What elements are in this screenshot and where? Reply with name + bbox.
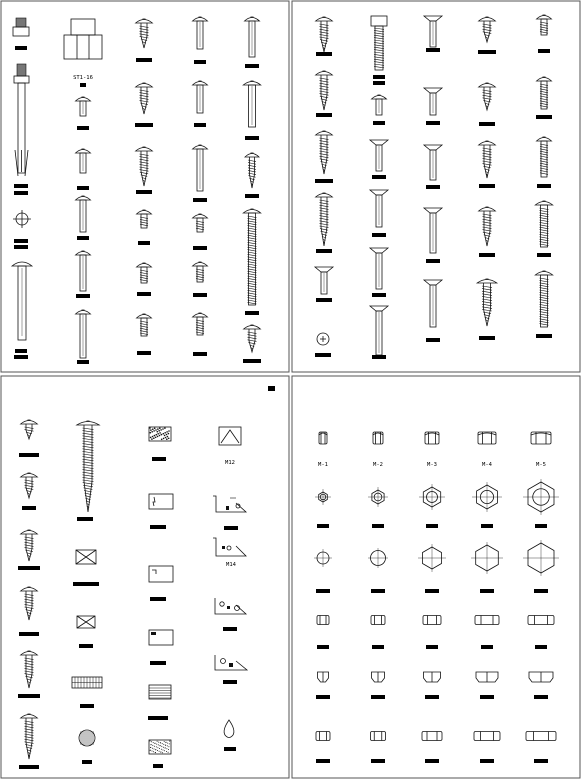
washer-icon	[368, 548, 388, 568]
part-label	[371, 759, 385, 763]
hex-nut-icon	[316, 732, 330, 741]
part-label	[245, 194, 259, 198]
part-label	[479, 184, 495, 188]
part-label	[14, 245, 28, 249]
part-label	[193, 352, 207, 356]
part-label-text: M-1	[318, 462, 328, 468]
part-label	[18, 694, 40, 698]
panel-nuts-and-bolt-heads	[292, 376, 580, 778]
countersunk-screw-icon	[424, 208, 442, 253]
part-label	[153, 764, 163, 768]
hex-bolt-icon	[371, 16, 387, 70]
pan-head-screw-icon	[193, 262, 208, 282]
self-tapping-screw-icon	[316, 17, 333, 52]
pan-head-screw-icon	[76, 97, 91, 116]
part-label	[14, 191, 28, 195]
part-label	[137, 292, 151, 296]
section-symbol-icon	[213, 496, 246, 512]
pan-head-screw-icon	[372, 95, 387, 115]
part-label	[372, 524, 384, 528]
part-label	[245, 311, 259, 315]
pan-head-screw-icon	[537, 137, 552, 177]
part-label-text: ST1-16	[73, 75, 93, 81]
part-label	[481, 524, 493, 528]
part-label	[481, 645, 493, 649]
part-label-text: M12	[225, 460, 235, 466]
self-tapping-screw-icon	[136, 147, 153, 186]
part-label	[77, 126, 89, 130]
pan-head-screw-icon	[137, 263, 152, 283]
part-label	[534, 759, 548, 763]
pan-head-screw-icon	[193, 214, 208, 232]
part-label	[82, 760, 92, 764]
section-symbol-icon	[149, 630, 173, 645]
phillips-head-icon	[317, 333, 329, 345]
part-label	[373, 75, 385, 79]
part-label	[426, 48, 440, 52]
section-symbol-icon	[149, 566, 173, 582]
hex-bolt-icon	[64, 19, 102, 59]
part-label	[536, 115, 552, 119]
part-label	[77, 236, 89, 240]
part-label	[223, 680, 237, 684]
part-label	[373, 121, 385, 125]
part-label	[534, 695, 548, 699]
part-label	[150, 597, 166, 601]
part-label-text: M-3	[427, 462, 437, 468]
part-label	[371, 589, 385, 593]
part-label	[193, 198, 207, 202]
part-label	[316, 695, 330, 699]
self-tapping-screw-icon	[136, 19, 153, 48]
part-label	[73, 582, 99, 586]
hex-nut-icon	[531, 432, 551, 444]
part-label	[14, 355, 28, 359]
part-label	[18, 566, 40, 570]
part-label	[22, 506, 36, 510]
part-label	[15, 46, 27, 50]
part-label	[136, 190, 152, 194]
part-label	[538, 49, 550, 53]
pan-head-screw-icon	[537, 15, 552, 35]
part-label	[537, 253, 551, 257]
part-label	[317, 524, 329, 528]
self-tapping-screw-icon	[21, 714, 38, 759]
hex-nut-icon	[529, 672, 553, 682]
part-label	[373, 81, 385, 85]
hex-nut-icon	[419, 484, 445, 510]
hex-nut-icon	[523, 479, 559, 515]
part-label	[19, 765, 39, 769]
self-tapping-screw-icon	[479, 141, 496, 178]
hex-nut-icon	[371, 732, 386, 741]
part-label	[315, 179, 333, 183]
part-label	[480, 695, 494, 699]
part-label	[150, 661, 166, 665]
countersunk-screw-icon	[370, 190, 388, 227]
self-tapping-screw-icon	[21, 473, 38, 498]
part-label	[245, 64, 259, 68]
section-symbol-icon	[13, 210, 31, 228]
hex-nut-icon	[474, 732, 500, 741]
part-label	[79, 644, 93, 648]
part-label	[479, 336, 495, 340]
hex-nut-icon	[476, 672, 498, 682]
part-label	[426, 645, 438, 649]
pan-head-screw-icon	[535, 201, 553, 247]
pan-head-screw-icon	[137, 210, 152, 228]
pan-head-screw-icon	[193, 313, 208, 335]
part-label	[80, 83, 86, 87]
hex-nut-icon	[478, 432, 496, 444]
hex-nut-icon	[373, 432, 383, 444]
countersunk-screw-icon	[370, 306, 388, 355]
part-label	[138, 241, 150, 245]
pan-head-screw-icon	[76, 310, 91, 358]
part-label	[425, 759, 439, 763]
part-label	[194, 60, 206, 64]
part-label	[224, 747, 236, 751]
part-label	[372, 293, 386, 297]
part-label	[535, 524, 547, 528]
expansion-anchor-icon	[14, 64, 29, 176]
part-label	[137, 351, 151, 355]
hex-nut-icon	[371, 616, 385, 625]
part-label	[372, 175, 386, 179]
wood-block-section-icon	[76, 550, 96, 564]
part-label	[316, 52, 332, 56]
part-label	[194, 123, 206, 127]
part-label	[316, 298, 332, 302]
self-tapping-screw-icon	[479, 83, 496, 110]
pan-head-screw-icon	[76, 196, 91, 232]
part-label	[316, 249, 332, 253]
hex-nut-icon	[418, 544, 446, 572]
section-symbol-icon	[213, 538, 246, 556]
part-label	[426, 524, 438, 528]
pan-head-screw-icon	[537, 77, 552, 109]
part-label	[426, 185, 440, 189]
part-label	[193, 293, 207, 297]
part-label	[77, 517, 93, 521]
pan-head-screw-icon	[193, 145, 208, 191]
hatch-pattern-icon	[72, 677, 102, 688]
hex-nut-icon	[471, 542, 503, 574]
section-symbol-icon	[219, 427, 241, 445]
part-label	[223, 627, 237, 631]
part-label	[193, 246, 207, 250]
countersunk-screw-icon	[424, 16, 442, 47]
part-label	[76, 294, 90, 298]
section-symbol-icon	[149, 494, 173, 509]
hatch-pattern-icon	[79, 730, 95, 746]
part-label	[425, 589, 439, 593]
pan-head-screw-icon	[243, 81, 261, 127]
panel-badge	[268, 386, 275, 391]
hex-nut-icon	[315, 489, 331, 505]
hex-nut-icon	[319, 432, 327, 444]
part-label	[316, 589, 330, 593]
wood-block-section-icon	[77, 616, 95, 628]
part-label	[372, 233, 386, 237]
part-label	[426, 259, 440, 263]
pan-head-screw-icon	[243, 209, 261, 305]
self-tapping-screw-icon	[316, 131, 333, 174]
part-label	[534, 589, 548, 593]
countersunk-screw-icon	[424, 88, 442, 115]
self-tapping-screw-icon	[245, 153, 259, 188]
section-symbol-icon	[215, 655, 247, 670]
hatch-pattern-icon	[149, 427, 171, 441]
part-label	[426, 338, 440, 342]
part-label	[77, 186, 89, 190]
pan-head-screw-icon	[193, 17, 208, 49]
part-label	[14, 184, 28, 188]
hex-nut-icon	[423, 616, 441, 625]
part-label-text: M-2	[373, 462, 383, 468]
part-label	[480, 759, 494, 763]
part-label	[479, 253, 495, 257]
part-label	[148, 716, 168, 720]
part-label	[19, 453, 39, 457]
pan-head-screw-icon	[535, 271, 553, 327]
part-label-text: M-4	[482, 462, 492, 468]
hex-nut-icon	[368, 487, 388, 507]
part-label	[245, 136, 259, 140]
part-label	[243, 359, 261, 363]
hex-nut-icon	[372, 672, 385, 682]
part-label	[152, 457, 166, 461]
hex-nut-icon	[422, 732, 442, 741]
washer-icon	[314, 549, 332, 567]
hex-nut-icon	[526, 732, 556, 741]
part-label	[316, 759, 330, 763]
part-label	[80, 704, 94, 708]
hex-nut-icon	[472, 482, 502, 512]
part-label	[536, 334, 552, 338]
part-label	[316, 113, 332, 117]
long-anchor-bolt-icon	[12, 262, 32, 340]
part-label	[15, 349, 27, 353]
self-tapping-screw-icon	[477, 279, 497, 326]
hex-nut-icon	[425, 432, 439, 444]
countersunk-screw-icon	[424, 280, 442, 327]
pan-head-screw-icon	[193, 81, 208, 113]
hex-nut-icon	[317, 616, 329, 625]
section-symbol-icon	[215, 598, 246, 614]
part-label-text: M-5	[536, 462, 546, 468]
part-label	[478, 50, 496, 54]
self-tapping-screw-icon	[479, 17, 496, 42]
hex-nut-icon	[318, 672, 329, 682]
self-tapping-screw-icon	[316, 193, 333, 246]
self-tapping-screw-icon	[77, 421, 99, 512]
part-label	[537, 184, 551, 188]
hex-nut-icon	[528, 616, 554, 625]
part-label	[371, 695, 385, 699]
pan-head-screw-icon	[76, 251, 91, 291]
part-label	[135, 123, 153, 127]
pan-head-screw-icon	[76, 149, 91, 173]
hatch-pattern-icon	[149, 685, 171, 699]
countersunk-screw-icon	[370, 248, 388, 289]
part-label	[425, 695, 439, 699]
hex-nut-icon	[523, 540, 559, 576]
part-label	[426, 121, 440, 125]
self-tapping-screw-icon	[21, 530, 38, 561]
self-tapping-screw-icon	[21, 587, 38, 620]
hex-nut-icon	[475, 616, 499, 625]
part-label	[317, 645, 329, 649]
part-label	[372, 645, 384, 649]
self-tapping-screw-icon	[21, 651, 38, 688]
hex-nut-icon	[424, 672, 441, 682]
part-label	[479, 122, 495, 126]
self-tapping-screw-icon	[21, 420, 38, 439]
self-tapping-screw-icon	[479, 207, 496, 246]
part-label	[535, 645, 547, 649]
drop-anchor-icon	[224, 720, 234, 738]
panel-anchors-and-screws	[1, 1, 289, 372]
hatch-pattern-icon	[149, 740, 171, 754]
panel-screws-and-symbols	[1, 376, 289, 778]
self-tapping-screw-icon	[244, 325, 261, 352]
countersunk-screw-icon	[315, 267, 333, 294]
countersunk-screw-icon	[424, 145, 442, 180]
self-tapping-screw-icon	[316, 71, 333, 110]
part-label	[150, 525, 166, 529]
self-tapping-screw-icon	[136, 83, 153, 114]
countersunk-screw-icon	[370, 140, 388, 171]
pan-head-screw-icon	[137, 314, 152, 336]
anchor-cap-icon	[13, 18, 29, 36]
part-label	[19, 632, 39, 636]
pan-head-screw-icon	[245, 17, 260, 57]
part-label	[372, 355, 386, 359]
part-label	[224, 526, 238, 530]
part-label	[77, 360, 89, 364]
part-label	[14, 239, 28, 243]
part-label	[480, 589, 494, 593]
part-label	[315, 353, 331, 357]
part-label-text: M14	[226, 562, 236, 568]
part-label	[136, 58, 152, 62]
